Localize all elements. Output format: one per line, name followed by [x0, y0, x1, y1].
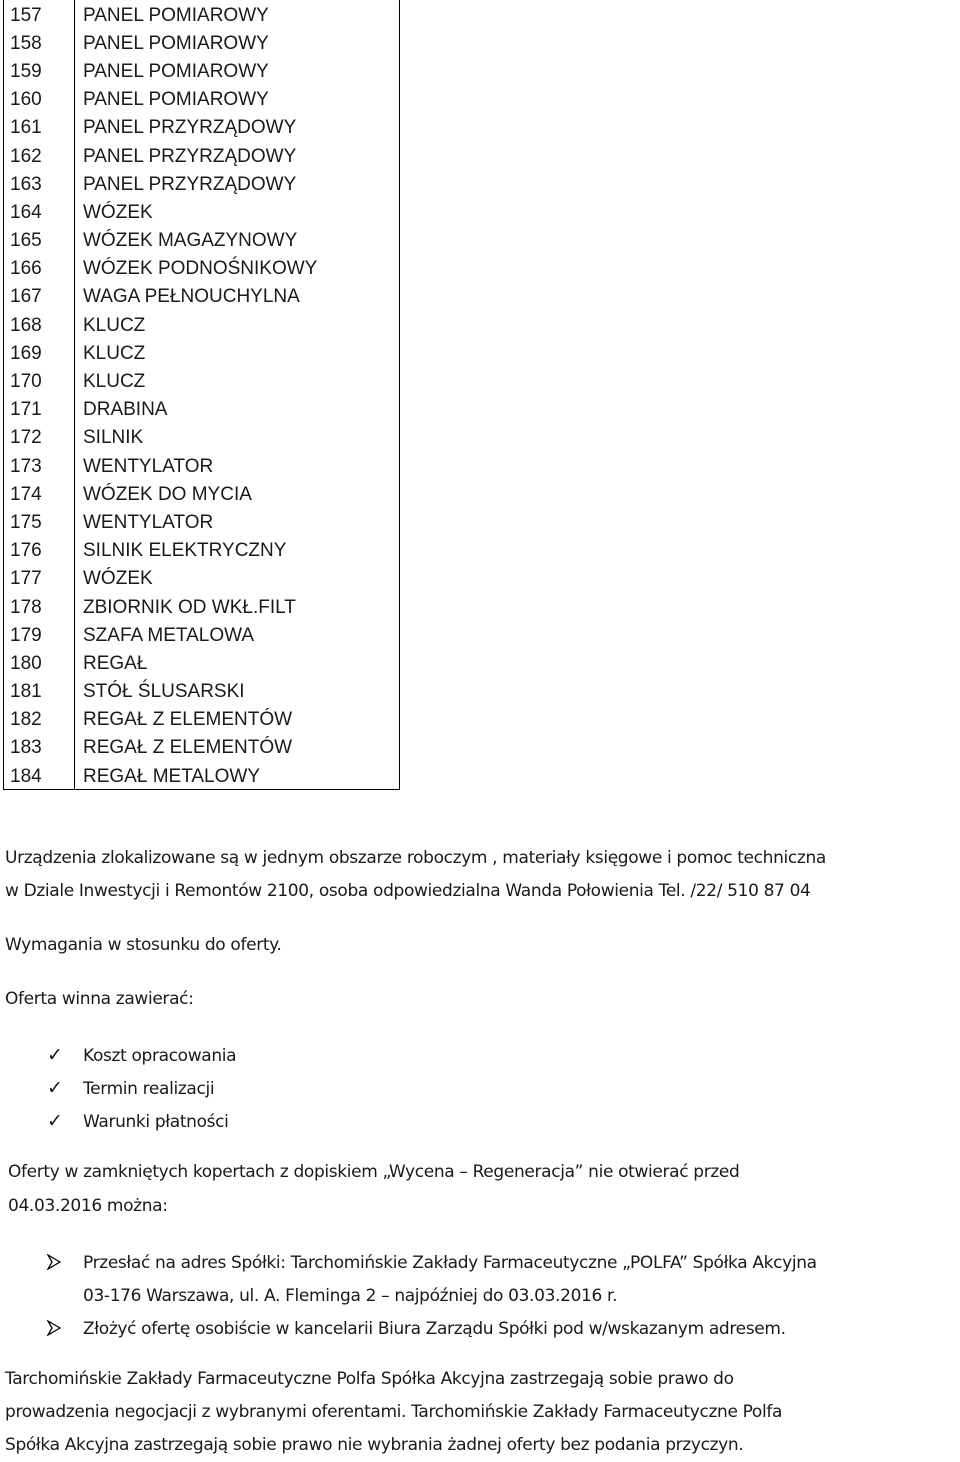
- equipment-name: PANEL POMIAROWY: [83, 89, 269, 111]
- row-number: 157: [4, 0, 75, 28]
- equipment-name: PANEL POMIAROWY: [83, 4, 269, 26]
- table-row: [4, 507, 399, 535]
- table-row: [4, 395, 399, 423]
- row-number: 171: [4, 395, 75, 423]
- envelope-line-2: 04.03.2016 można:: [8, 1196, 168, 1216]
- envelope-line-1: Oferty w zamkniętych kopertach z dopiskiem „Wycena – Regeneracja” nie otwierać przed: [8, 1162, 740, 1182]
- table-row: [4, 85, 399, 113]
- table-row: [4, 705, 399, 733]
- row-number: 165: [4, 226, 75, 254]
- equipment-name: REGAŁ: [83, 652, 148, 674]
- equipment-name: KLUCZ: [83, 314, 146, 336]
- row-number: 159: [4, 56, 75, 84]
- row-number: 181: [4, 677, 75, 705]
- closing-line-1: Tarchomińskie Zakłady Farmaceutyczne Polfa Spółka Akcyjna zastrzegają sobie prawo do: [5, 1369, 734, 1389]
- equipment-name: PANEL PRZYRZĄDOWY: [83, 117, 297, 139]
- equipment-name: KLUCZ: [83, 342, 146, 364]
- table-row: [4, 113, 399, 141]
- table-row: [4, 197, 399, 225]
- row-number: 179: [4, 620, 75, 648]
- row-number: 180: [4, 648, 75, 676]
- row-number: 175: [4, 507, 75, 535]
- equipment-name: PANEL PRZYRZĄDOWY: [83, 173, 297, 195]
- check-icon: ✓: [47, 1110, 63, 1132]
- equipment-name: WÓZEK MAGAZYNOWY: [83, 230, 298, 252]
- table-row: [4, 564, 399, 592]
- table-row: [4, 366, 399, 394]
- equipment-name: WÓZEK PODNOŚNIKOWY: [83, 258, 318, 280]
- row-number: 161: [4, 113, 75, 141]
- equipment-name: REGAŁ Z ELEMENTÓW: [83, 737, 293, 759]
- table-row: [4, 338, 399, 366]
- check-list-item: ✓ Termin realizacji: [47, 1074, 236, 1107]
- table-row: [4, 141, 399, 169]
- table-row: [4, 733, 399, 761]
- offer-contents-heading: Oferta winna zawierać:: [5, 989, 194, 1009]
- table-row: [4, 536, 399, 564]
- row-number: 168: [4, 310, 75, 338]
- row-number: 177: [4, 564, 75, 592]
- equipment-name: ZBIORNIK OD WKŁ.FILT: [83, 596, 296, 618]
- equipment-name: KLUCZ: [83, 371, 146, 393]
- table-row: [4, 282, 399, 310]
- row-number: 167: [4, 282, 75, 310]
- equipment-name: PANEL PRZYRZĄDOWY: [83, 145, 297, 167]
- equipment-name: REGAŁ Z ELEMENTÓW: [83, 709, 293, 731]
- row-number: 162: [4, 141, 75, 169]
- equipment-name: REGAŁ METALOWY: [83, 765, 261, 787]
- row-number: 164: [4, 197, 75, 225]
- arrow-list-item-1: Przesłać na adres Spółki: Tarchomińskie Zakłady Farmaceutyczne „POLFA” Spółka Akcyjna 03-176 Warszawa, ul. A. Fleminga 2 – najpóźniej do 03.03.2016 r.: [47, 1249, 817, 1315]
- row-number: 176: [4, 536, 75, 564]
- table-row: [4, 620, 399, 648]
- table-row: [4, 169, 399, 197]
- equipment-name: STÓŁ ŚLUSARSKI: [83, 681, 245, 703]
- equipment-name: WENTYLATOR: [83, 511, 214, 533]
- row-number: 183: [4, 733, 75, 761]
- arrow-bullet-icon: [47, 1249, 83, 1275]
- equipment-name: WÓZEK: [83, 568, 153, 590]
- arrow-bullet-icon: [47, 1315, 83, 1341]
- table-row: [4, 56, 399, 84]
- table-row: [4, 761, 399, 789]
- arrow-list-item-2: Złożyć ofertę osobiście w kancelarii Biura Zarządu Spółki pod w/wskazanym adresem.: [47, 1315, 786, 1348]
- row-number: 174: [4, 479, 75, 507]
- table-row: [4, 423, 399, 451]
- check-list-item: ✓ Warunki płatności: [47, 1107, 236, 1140]
- row-number: 184: [4, 761, 75, 789]
- equipment-name: DRABINA: [83, 399, 168, 421]
- equipment-name: SILNIK ELEKTRYCZNY: [83, 540, 287, 562]
- closing-line-3: Spółka Akcyjna zastrzegają sobie prawo nie wybrania żadnej oferty bez podania przyczyn.: [5, 1435, 744, 1455]
- row-number: 166: [4, 254, 75, 282]
- table-row: [4, 648, 399, 676]
- table-row: [4, 28, 399, 56]
- location-line-1: Urządzenia zlokalizowane są w jednym obszarze roboczym , materiały księgowe i pomoc techniczna: [5, 848, 826, 868]
- table-row: [4, 0, 399, 28]
- equipment-name: WÓZEK DO MYCIA: [83, 483, 252, 505]
- table-row: [4, 479, 399, 507]
- table-row: [4, 226, 399, 254]
- equipment-name: WENTYLATOR: [83, 455, 214, 477]
- row-number: 160: [4, 85, 75, 113]
- table-row: [4, 592, 399, 620]
- closing-line-2: prowadzenia negocjacji z wybranymi oferentami. Tarchomińskie Zakłady Farmaceutyczne Polfa: [5, 1402, 783, 1422]
- check-icon: ✓: [47, 1044, 63, 1066]
- table-row: [4, 310, 399, 338]
- row-number: 182: [4, 705, 75, 733]
- row-number: 163: [4, 169, 75, 197]
- row-number: 170: [4, 366, 75, 394]
- equipment-name: PANEL POMIAROWY: [83, 32, 269, 54]
- row-number: 158: [4, 28, 75, 56]
- row-number: 178: [4, 592, 75, 620]
- row-number: 169: [4, 338, 75, 366]
- table-row: [4, 254, 399, 282]
- check-list: [47, 1041, 236, 1140]
- equipment-name: WÓZEK: [83, 201, 153, 223]
- table-row: [4, 451, 399, 479]
- check-list-item: ✓ Koszt opracowania: [47, 1041, 236, 1074]
- equipment-name: PANEL POMIAROWY: [83, 60, 269, 82]
- equipment-table: [3, 0, 400, 790]
- row-number: 172: [4, 423, 75, 451]
- requirements-heading: Wymagania w stosunku do oferty.: [5, 935, 282, 955]
- equipment-name: SILNIK: [83, 427, 144, 449]
- equipment-name: WAGA PEŁNOUCHYLNA: [83, 286, 300, 308]
- row-number: 173: [4, 451, 75, 479]
- check-icon: ✓: [47, 1077, 63, 1099]
- equipment-name: SZAFA METALOWA: [83, 624, 255, 646]
- table-row: [4, 677, 399, 705]
- location-line-2: w Dziale Inwestycji i Remontów 2100, osoba odpowiedzialna Wanda Połowienia Tel. /22/ 510 87 04: [5, 881, 811, 901]
